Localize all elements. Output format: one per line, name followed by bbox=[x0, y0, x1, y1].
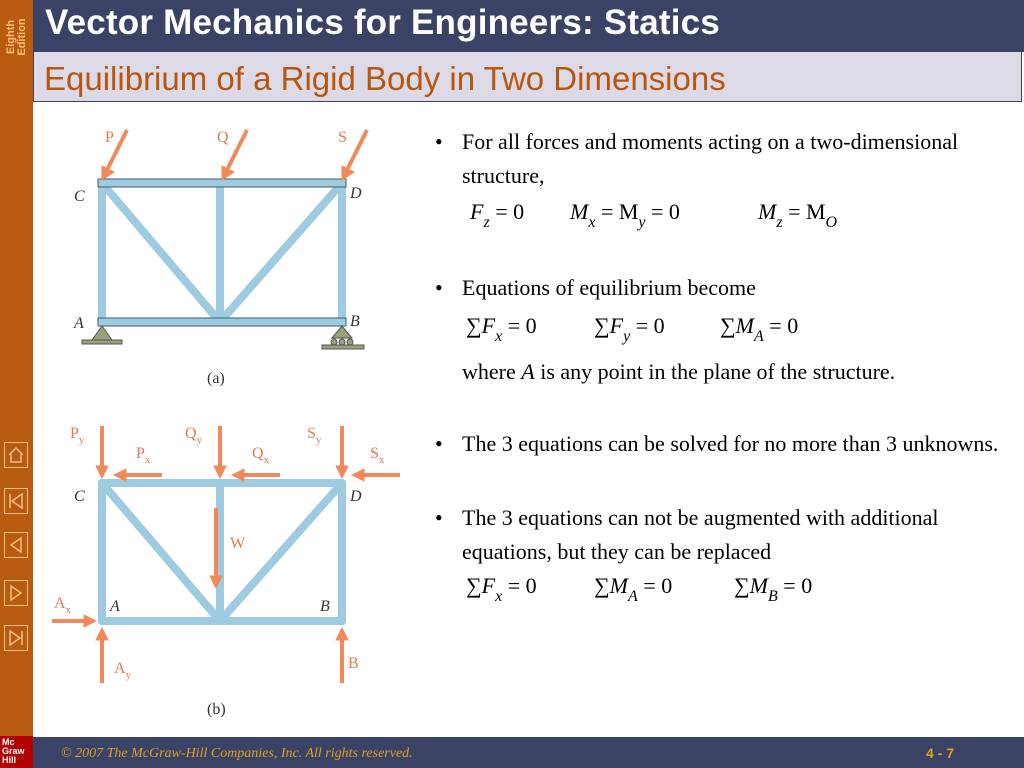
caption-b: (b) bbox=[207, 701, 226, 718]
eq-alt-sum-mb: $\sum M_B = 0$ bbox=[734, 573, 813, 605]
bullet-4: • The 3 equations can not be augmented with additional equations, but they can be replaced bbox=[435, 505, 939, 564]
label-a-a: A bbox=[74, 315, 84, 332]
eq-alt-sum-fx: $\sum F_x = 0$ bbox=[466, 573, 537, 605]
label-ay: $A_y$ bbox=[114, 660, 132, 681]
caption-a: (a) bbox=[207, 370, 225, 387]
label-w: W bbox=[230, 535, 246, 552]
equation-equilibrium bbox=[430, 307, 1020, 351]
eq-sum-fx: $\sum F_x = 0$ bbox=[466, 313, 537, 345]
home-icon[interactable] bbox=[4, 442, 28, 468]
equation-alternate bbox=[430, 569, 1020, 609]
label-sy: $S_y$ bbox=[307, 425, 322, 446]
load-arrow-s bbox=[347, 130, 367, 170]
label-c-b: C bbox=[74, 488, 85, 505]
label-qy: $Q_y$ bbox=[185, 425, 203, 446]
truss-a bbox=[102, 183, 342, 322]
label-b-a: B bbox=[350, 313, 360, 330]
copyright: © 2007 The McGraw-Hill Companies, Inc. All rights reserved. bbox=[61, 746, 413, 761]
page-number: 4 - 7 bbox=[925, 745, 954, 761]
label-a-b: A bbox=[110, 598, 120, 615]
prev-slide-icon[interactable] bbox=[4, 532, 28, 558]
eq-sum-fy: $\sum F_y = 0$ bbox=[594, 313, 665, 345]
edition-label: Eighth Edition bbox=[5, 18, 28, 56]
label-b-force: B bbox=[348, 655, 359, 672]
label-b-b: B bbox=[320, 598, 330, 615]
bullet-1: • For all forces and moments acting on a two-dimensional structure, bbox=[435, 129, 959, 188]
subtitle-bar bbox=[33, 52, 1022, 102]
slide-content bbox=[430, 125, 1020, 609]
page-title: Vector Mechanics for Engineers: Statics bbox=[45, 3, 720, 42]
title-bar bbox=[33, 0, 1024, 52]
eq-mz: $M_z = M_O$ bbox=[758, 199, 838, 231]
label-py: $P_y$ bbox=[70, 425, 85, 446]
label-qx: $Q_x$ bbox=[252, 445, 270, 466]
label-p: P bbox=[105, 129, 114, 146]
label-d-b: D bbox=[350, 488, 362, 505]
label-ax: $A_x$ bbox=[54, 595, 72, 616]
label-d-a: D bbox=[350, 185, 362, 202]
truss-figure bbox=[52, 108, 402, 728]
label-s: S bbox=[338, 129, 347, 146]
bullet-2: • Equations of equilibrium become bbox=[435, 275, 756, 300]
eq-alt-sum-ma: $\sum M_A = 0$ bbox=[594, 573, 673, 605]
eq-mx-my: $M_x = M_y = 0$ bbox=[570, 199, 680, 231]
footer bbox=[33, 737, 1024, 768]
next-slide-icon[interactable] bbox=[4, 580, 28, 606]
first-slide-icon[interactable] bbox=[4, 488, 28, 514]
where-note: where A is any point in the plane of the structure. bbox=[462, 359, 896, 384]
section-title: Equilibrium of a Rigid Body in Two Dimensions bbox=[44, 60, 726, 97]
eq-sum-ma: $\sum M_A = 0$ bbox=[720, 313, 799, 345]
eq-fz: $F_z = 0$ bbox=[470, 199, 525, 231]
bullet-3: • The 3 equations can be solved for no more than 3 unknowns. bbox=[435, 431, 999, 456]
publisher-logo: Mc Graw Hill bbox=[0, 736, 33, 768]
support-a bbox=[82, 326, 364, 349]
label-c-a: C bbox=[74, 188, 85, 205]
load-arrow-q bbox=[227, 130, 247, 170]
equation-general bbox=[430, 193, 1020, 237]
label-sx: $S_x$ bbox=[370, 445, 385, 466]
sidebar bbox=[0, 0, 33, 768]
truss-b bbox=[102, 483, 342, 621]
label-q: Q bbox=[217, 129, 229, 146]
label-px: $P_x$ bbox=[136, 445, 151, 466]
last-slide-icon[interactable] bbox=[4, 625, 28, 651]
